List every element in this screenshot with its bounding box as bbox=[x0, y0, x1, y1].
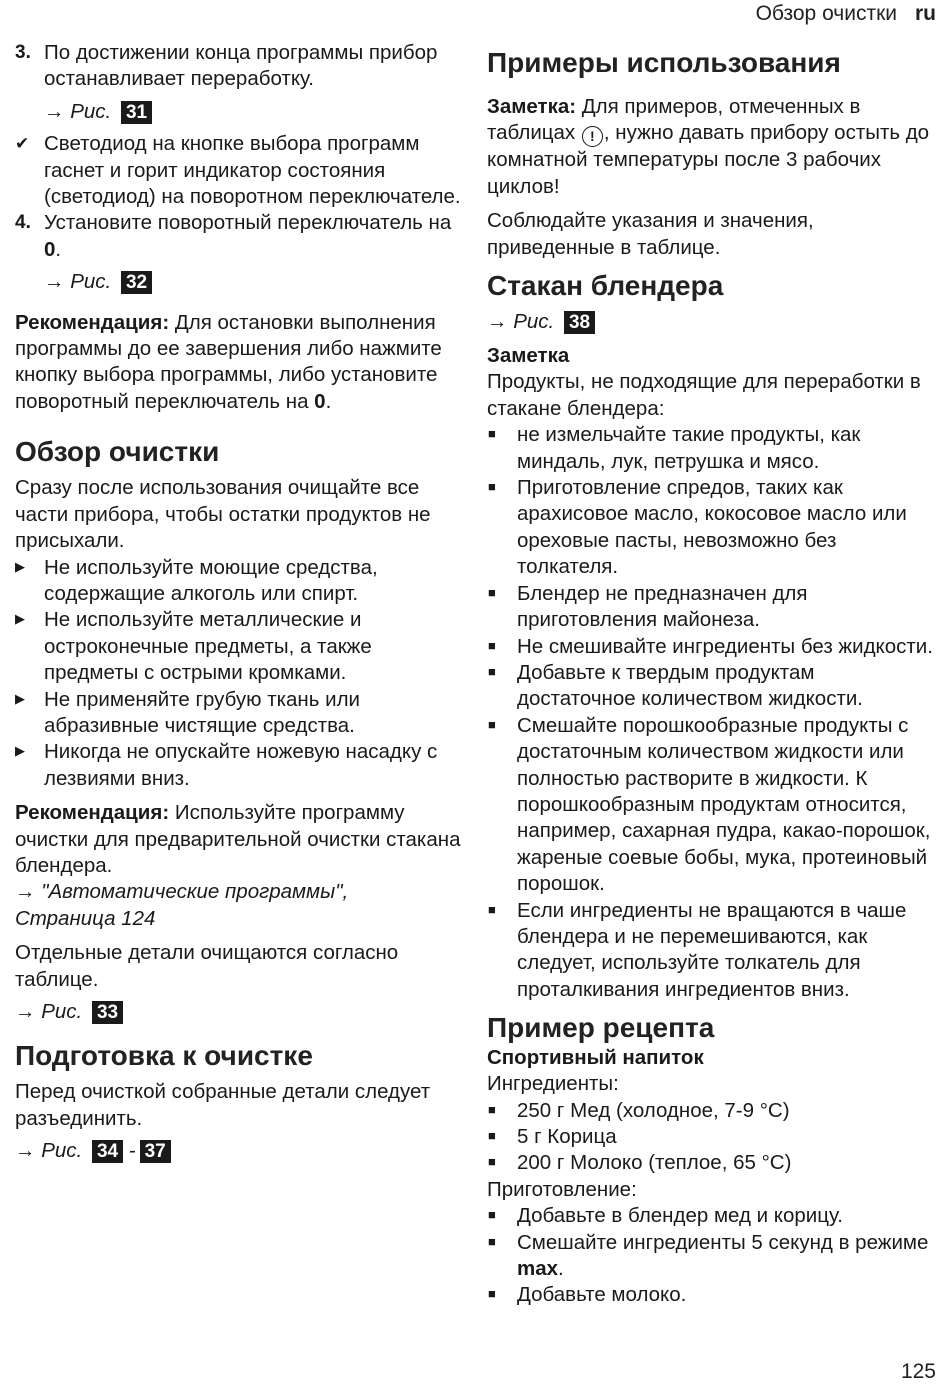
parts-figure-ref: → Рис. 33 bbox=[15, 999, 467, 1025]
step-4-figure-ref: → Рис. 32 bbox=[44, 269, 467, 295]
tip-paragraph-1: Рекомендация: Для остановки выполнения программы до ее завершения либо нажмите кнопку выбора программы, либо установите поворотный переключатель на 0. bbox=[15, 310, 442, 413]
right-column bbox=[487, 40, 935, 1309]
blender-notes-list bbox=[487, 422, 935, 1003]
list-item: ■ Добавьте в блендер мед и корицу. bbox=[488, 1204, 843, 1228]
list-item: ■ Смешайте ингредиенты 5 секунд в режиме max. bbox=[488, 1230, 929, 1281]
square-bullet-icon: ■ bbox=[488, 716, 496, 732]
step-4-text: Установите поворотный переключатель на 0. bbox=[44, 211, 452, 261]
square-bullet-icon: ■ bbox=[488, 1286, 496, 1302]
note-paragraph: Заметка: Для примеров, отмеченных в таблицах ! , нужно давать прибору остыть до комнатной температуры после 3 рабочих циклов! bbox=[487, 95, 930, 198]
cleaning-overview-heading: Обзор очистки bbox=[15, 436, 220, 468]
list-item: ■ Приготовление спредов, таких как арахисовое масло, кокосовое масло или ореховые пасты, невозможно без толкателя. bbox=[488, 476, 907, 579]
usage-examples-heading: Примеры использования bbox=[487, 47, 841, 78]
arrow-icon: → bbox=[44, 99, 65, 123]
step-3-figure-ref bbox=[44, 99, 467, 125]
list-item: ■ Смешайте порошкообразные продукты с достаточным количеством жидкости или полностью растворите в жидкости. К порошкообразным продуктам относится, например, сахарная пудра, какао-порошок, жареные соевые бобы, мука, протеиновый порошок. bbox=[488, 713, 931, 896]
list-item: ▶ Не применяйте грубую ткань или абразивные чистящие средства. bbox=[15, 687, 360, 737]
square-bullet-icon: ■ bbox=[488, 584, 496, 600]
preparation-label: Приготовление: bbox=[487, 1177, 637, 1201]
cleaning-intro: Сразу после использования очищайте все части прибора, чтобы остатки продуктов не присыхали. bbox=[15, 476, 431, 553]
ingredients-label: Ингредиенты: bbox=[487, 1072, 619, 1096]
note-title: Заметка bbox=[487, 344, 570, 368]
triangle-bullet-icon: ▶ bbox=[15, 690, 25, 706]
list-item: ■ 250 г Мед (холодное, 7-9 °C) bbox=[488, 1098, 790, 1122]
result-item bbox=[15, 131, 467, 210]
arrow-icon: → bbox=[487, 310, 508, 334]
prep-cleaning-heading: Подготовка к очистке bbox=[15, 1040, 313, 1072]
step-3-text: По достижении конца программы прибор останавливает переработку. bbox=[44, 41, 438, 91]
result-text: Светодиод на кнопке выбора программ гаснет и горит индикатор состояния (светодиод) на поворотном переключателе. bbox=[44, 132, 461, 209]
square-bullet-icon: ■ bbox=[488, 637, 496, 653]
square-bullet-icon: ■ bbox=[488, 1128, 496, 1143]
triangle-bullet-icon: ▶ bbox=[15, 558, 25, 574]
cooldown-warning-icon: ! bbox=[582, 126, 603, 147]
list-item: ■ 200 г Молоко (теплое, 65 °C) bbox=[488, 1151, 792, 1175]
ingredients-list bbox=[487, 1098, 935, 1177]
square-bullet-icon: ■ bbox=[488, 1101, 496, 1117]
preparation-list bbox=[487, 1203, 935, 1309]
page-number: 125 bbox=[900, 1360, 936, 1383]
cleaning-warnings-list bbox=[15, 555, 467, 793]
arrow-icon: → bbox=[15, 1000, 36, 1023]
list-item: ■ не измельчайте такие продукты, как миндаль, лук, петрушка и мясо. bbox=[488, 423, 861, 473]
square-bullet-icon: ■ bbox=[488, 1207, 496, 1223]
page-header bbox=[756, 2, 936, 26]
list-item: ■ Блендер не предназначен для приготовления майонеза. bbox=[488, 581, 808, 632]
square-bullet-icon: ■ bbox=[488, 479, 496, 495]
auto-programs-link[interactable]: → "Автоматические программы", Страница 124 bbox=[15, 880, 349, 930]
step-3 bbox=[15, 40, 467, 125]
triangle-bullet-icon: ▶ bbox=[15, 611, 25, 627]
arrow-icon: → bbox=[15, 1139, 36, 1163]
arrow-icon: → bbox=[15, 880, 36, 904]
left-column bbox=[15, 40, 467, 1165]
figure-badge: 34 bbox=[92, 1140, 123, 1163]
list-item: ■ Добавьте молоко. bbox=[488, 1283, 687, 1307]
list-item: ▶ Не используйте моющие средства, содержащие алкоголь или спирт. bbox=[15, 555, 378, 605]
square-bullet-icon: ■ bbox=[488, 1154, 496, 1170]
square-bullet-icon: ■ bbox=[488, 1233, 496, 1249]
arrow-icon: → bbox=[44, 270, 65, 294]
unsuitable-products-text: Продукты, не подходящие для переработки в стакане блендера: bbox=[487, 370, 921, 420]
blender-figure-ref: → Рис. 38 bbox=[487, 309, 935, 335]
follow-instructions-text: Соблюдайте указания и значения, приведенные в таблице. bbox=[487, 209, 814, 259]
square-bullet-icon: ■ bbox=[488, 663, 496, 679]
recipe-title: Спортивный напиток bbox=[487, 1046, 704, 1070]
figure-badge: 38 bbox=[564, 311, 595, 334]
triangle-bullet-icon: ▶ bbox=[15, 743, 25, 759]
figure-badge: 33 bbox=[92, 1001, 123, 1024]
figure-badge: 32 bbox=[121, 271, 152, 294]
figure-badge: 37 bbox=[140, 1140, 171, 1163]
figure-ref-word: Рис. bbox=[70, 99, 112, 123]
header-language-code: ru bbox=[915, 2, 936, 25]
list-item: ■ Если ингредиенты не вращаются в чаше блендера и не перемешиваются, как следует, используйте толкатель для проталкивания ингредиентов вниз. bbox=[488, 898, 907, 1001]
square-bullet-icon: ■ bbox=[488, 901, 496, 917]
list-item: ■ Добавьте к твердым продуктам достаточное количеством жидкости. bbox=[488, 660, 863, 711]
prep-figure-ref: → Рис. 34 - 37 bbox=[15, 1138, 467, 1164]
list-item: ■ Не смешивайте ингредиенты без жидкости. bbox=[488, 634, 933, 658]
step-3-number: 3. bbox=[15, 42, 31, 63]
parts-cleaning-text: Отдельные детали очищаются согласно таблице. bbox=[15, 941, 399, 991]
tip-paragraph-2: Рекомендация: Используйте программу очистки для предварительной очистки стакана блендера. bbox=[15, 801, 461, 877]
list-item: ■ 5 г Корица bbox=[488, 1125, 617, 1148]
step-4 bbox=[15, 210, 467, 295]
list-item: ▶ Не используйте металлические и остроконечные предметы, а также предметы с острыми кромками. bbox=[15, 608, 372, 685]
list-item: ▶ Никогда не опускайте ножевую насадку с лезвиями вниз. bbox=[15, 740, 438, 790]
step-4-number: 4. bbox=[15, 212, 31, 234]
square-bullet-icon: ■ bbox=[488, 426, 496, 442]
header-section-title: Обзор очистки bbox=[755, 2, 897, 25]
checkmark-icon: ✔ bbox=[15, 134, 30, 154]
blender-jug-heading: Стакан блендера bbox=[487, 270, 724, 302]
prep-cleaning-text: Перед очисткой собранные детали следует разъединить. bbox=[15, 1080, 431, 1130]
recipe-example-heading: Пример рецепта bbox=[487, 1012, 715, 1044]
figure-badge: 31 bbox=[121, 101, 152, 124]
